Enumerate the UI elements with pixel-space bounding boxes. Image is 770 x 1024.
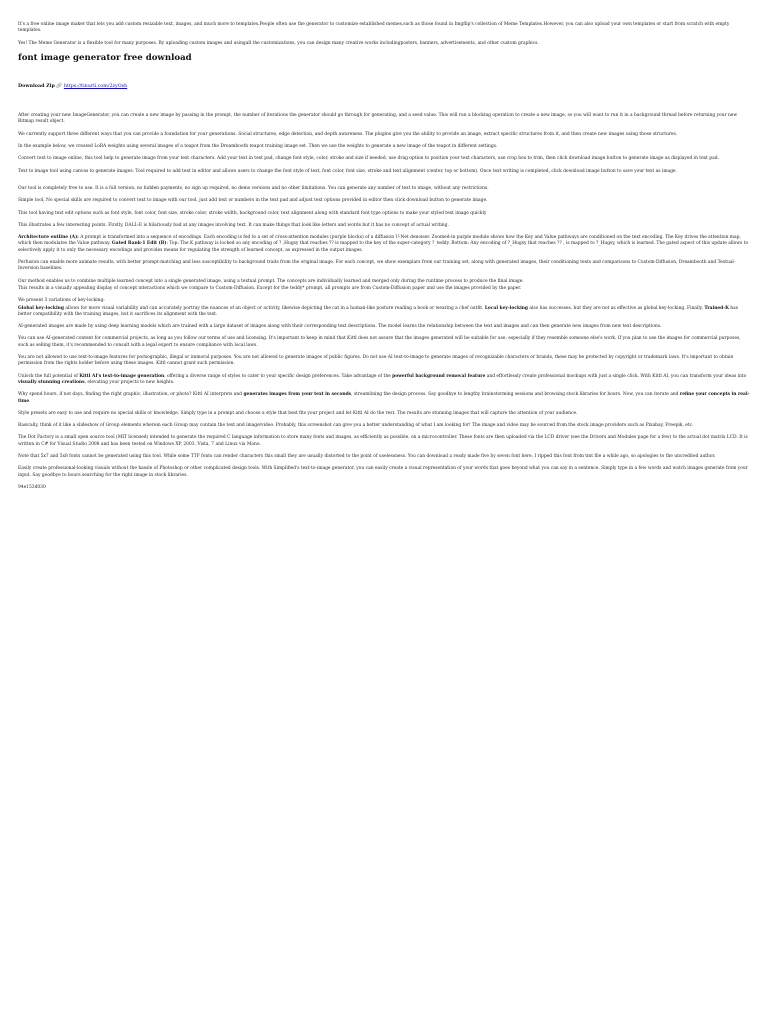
why-text: , streamlining the design process. Say goodbye to lengthy brainstorming sessions and browsing stock libraries for hours. Now, you can iterate and — [351, 392, 680, 398]
intro-paragraph: It's a free online image maker that lets you add custom resizable text, images, and much more to templates.People often use the generator to customize established memes,such as those found in Imgflip's collection of Meme Templates.However, you can also upload your own templates or start from scratch with empty templates. — [18, 22, 730, 34]
body-paragraph: Text to image tool using canvas to generate images. Tool required to add text in editor and allows users to change the font style of text, font color, font size, stroke and text alignment (center, top or bottom). Once text writing is completed, click download image button to save your text as image. — [18, 168, 677, 174]
document-page — [0, 0, 770, 491]
body-paragraph: This illustrates a few interesting points. Firstly, DALL-E is hilariously bad at any images involving text. It can make things that look like letters and words but it has no concept of actual writing. — [18, 222, 449, 228]
why-bold: refine your concepts in real-time — [18, 392, 750, 404]
intro-paragraph: Yes! The Meme Generator is a flexible tool for many purposes. By uploading custom images and usingall the customizations, you can design many creative works includingposters, banners, advertisements, and other custom graphics. — [18, 40, 539, 46]
why-paragraph — [18, 392, 752, 405]
kittl-text: Unlock the full potential of — [18, 373, 80, 379]
architecture-paragraph — [18, 235, 752, 254]
body-paragraph: You are not allowed to use text-to-image features for pornographic, illegal or immoral purposes. You are not allowed to generate images of public figures. Do not use AI text-to-image to generate images of recognizable characters or brands, these may be protected by copyright or trademark laws. It's important to obtain permission from the rights holder before using these images. Kittl cannot grant such permission. — [18, 355, 734, 367]
footer-code: 94e153d030 — [18, 484, 46, 490]
download-link[interactable]: https://tinurli.com/2zyOsh — [63, 83, 128, 89]
download-label: Download Zip — [18, 82, 55, 89]
body-paragraph: In the example below, we created LoRA weights using several images of a teapot from the Dreambooth teapot training image set. Then we use the weights to generate a new image of the teapot in different settings. — [18, 144, 498, 150]
body-paragraph: Perfusion can enable more animate results, with better prompt-matching and less susceptibility to background traits from the original image. For each concept, we show exemplars from our training set, along with generated images, their conditioning texts and comparisons to Custom-Diffusion, Dreambooth and Textual-Inversion baselines. — [18, 260, 736, 272]
trained-k-lead: Trained-K — [704, 305, 729, 311]
body-paragraph: AI-generated images are made by using deep learning models which are trained with a large dataset of images along with their corresponding text descriptions. The model learns the relationship between the text and images and can then generate new images from new text descriptions. — [18, 324, 662, 330]
why-bold: generates images from your text in seconds — [243, 392, 352, 398]
gated-edit-text: : Top: The K pathway is locked so any encoding of ? ,Hugsy that reaches ?? is mapped to the key of the super-category ?_teddy. Bottom: Any encoding of ?_Hugsy that reaches ?? , is mapped to ?_Hugsy, which is learned. The gated aspect of this update allows to selectively apply it to only the necessary encodings and provides means for regulating the strength of learned concept, as expressed in the output images. — [18, 241, 749, 253]
local-key-locking-lead: Local key-locking — [484, 305, 528, 311]
gated-edit-lead: Gated Rank-1 Edit (B) — [111, 241, 167, 247]
local-key-locking-text: also has successes, but they are not as effective as global key-locking. Finally, — [528, 305, 705, 311]
trained-k-text: has better compatibility with the training images, but it sacrifices its alignment with the text. — [18, 305, 738, 317]
body-paragraph: Simple tool, No special skills are required to convert text to image with our tool, just add text or numbers in the text pad and adjust text options provided in editor then click download button to generate image. — [18, 198, 488, 204]
body-paragraph: This tool having text edit options such as font style, font color, font size, stroke color, stroke width, background color, text alignment along with standard font type options to make your styled text image quickly — [18, 210, 487, 216]
variations-paragraph — [18, 306, 752, 319]
global-key-locking-lead: Global key-locking — [18, 305, 64, 311]
global-key-locking-text: allows for more visual variability and can accurately portray the nuances of an object or activity, likewise depicting the cat in a human-like posture reading a book or wearing a chef outfit. — [63, 305, 485, 311]
body-paragraph: Easily create professional-looking visuals without the hassle of Photoshop or other complicated design tools. With Simplified's text-to-image generator, you can easily create a visual representation of your words that goes beyond what you can say in a sentence. Simply type in a few words and watch images generate from your input. Say goodbye to hours searching for the right image in stock libraries. — [18, 466, 748, 478]
external-link-icon: 🔗 — [56, 83, 63, 89]
download-row — [18, 83, 752, 90]
body-paragraph: After creating your new ImageGenerator, you can create a new image by passing in the prompt, the number of iterations the generator should go through for generating, and a seed value. This will run a blocking operation to create a new image, so you will want to run it in a background thread before returning your new Bitmap result object. — [18, 113, 738, 125]
body-paragraph: The Dot Factory is a small open source tool (MIT licensed) intended to generate the required C language information to store many fonts and images, as efficiently as possible, on a microcontroller. These fonts are then uploaded via the LCD driver (see the Drivers and Modules page for a few) to the actual dot matrix LCD. It is written in C# for Visual Studio 2008 and has been tested on Windows XP, 2003, Vista, 7 and Linux via Mono. — [18, 435, 748, 447]
kittl-text: , elevating your projects to new heights. — [84, 379, 175, 385]
kittl-paragraph — [18, 374, 752, 387]
body-paragraph: Our tool is completely free to use. It is a full version, no hidden payments, no sign up required, no demo versions and no other limitations. You can generate any number of text to image, without any restrictions. — [18, 185, 489, 191]
body-paragraph: This results in a visually appealing display of concept interactions which we compare to Custom-Diffusion. Except for the teddy* prompt, all prompts are from Custom-Diffusion paper and use the images provided by the paper. — [18, 285, 522, 291]
architecture-text: A prompt is transformed into a sequence of encodings. Each encoding is fed to a set of cross-attention modules (purple blocks) of a diffusion U-Net denoiser. Zoomed-in purple module shows how the Key and Value pathways are conditioned on the text encoding. The Key drives the attention map, which then modulates the Value pathway. — [18, 235, 741, 247]
kittl-text: , offering a diverse range of styles to cater to your specific design preferences. Take advantage of the — [164, 373, 393, 379]
variations-heading: We present 3 variations of key-locking: — [18, 298, 105, 304]
why-text: Why spend hours, if not days, finding the right graphic, illustration, or photo? Kittl AI interprets and — [18, 392, 244, 398]
body-paragraph: Note that 5x7 and 5x8 fonts cannot be generated using this tool. While some TTF fonts can render characters this small they are usually distorted to the point of uselessness. You can download a ready made five by seven font here. I ripped this font from tmt file a while ago, so apologies to the uncredited author. — [18, 453, 716, 459]
page-title: font image generator free download — [18, 52, 192, 63]
body-paragraph: Style presets are easy to use and require no special skills or knowledge. Simply type in a prompt and choose a style that best fits your project and let Kittl AI do the rest. The results are stunning images that will capture the attention of your audience. — [18, 410, 578, 416]
kittl-bold: Kittl AI's text-to-image generation — [79, 373, 165, 379]
body-paragraph: We currently support three different ways that you can provide a foundation for your generations. Social structures, edge detection, and depth awareness. The plugins give you the ability to provide an image, extract specific structures from it, and then create new images using those structures. — [18, 131, 678, 137]
kittl-bold: powerful background removal feature — [392, 373, 486, 379]
body-paragraph: You can use AI-generated content for commercial projects, as long as you follow our terms of use and licensing. It's important to keep in mind that Kittl does not assure that the images generated will be suitable for use, especially if they resemble someone else's work. If you plan to use the images for commercial purposes, such as selling them, it's recommended to consult with a legal expert to ensure compliance with local laws. — [18, 336, 741, 348]
body-paragraph: Our method enables us to combine multiple learned concept into a single generated image, using a textual prompt. The concepts are individually learned and merged only during the runtime process to produce the final image. — [18, 278, 524, 284]
kittl-text: and effortlessly create professional mockups with just a single click. With Kittl AI, you can transform your ideas into — [485, 373, 747, 379]
body-paragraph: Convert text to image online, this tool help to generate image from your text characters. Add your text in text pad, change font style, color, stroke and size if needed, use drag option to position your text characters, use crop box to trim, then click download image button to generate image as displayed in text pad. — [18, 156, 719, 162]
body-paragraph: Basically, think of it like a slideshow of Group elements wherein each Group may contain the text and image/video. Probably, this screenshot can give you a better understanding of what I am looking for! The image and video may be sourced from the stock image providers such as Pixabay, Freepik, etc. — [18, 423, 694, 429]
architecture-lead: Architecture outline (A): — [18, 235, 79, 241]
why-text: . — [29, 398, 31, 404]
kittl-bold: visually stunning creations — [18, 379, 85, 385]
